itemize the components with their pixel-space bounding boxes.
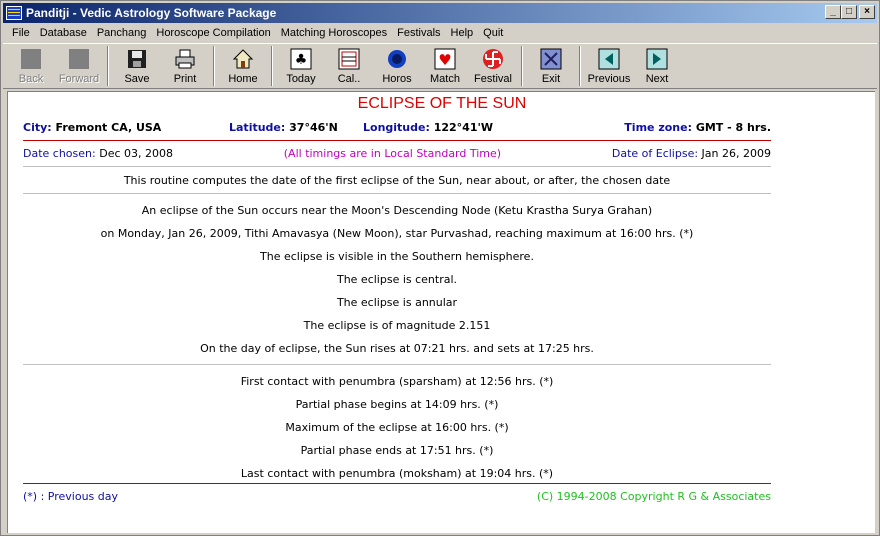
match-label: Match (430, 73, 460, 85)
title-bar[interactable] (3, 3, 877, 23)
festival-button[interactable] (469, 44, 517, 88)
sunrise-sunset-line: On the day of eclipse, the Sun rises at 07:21 hrs. and sets at 17:25 hrs. (200, 342, 594, 355)
horos-button[interactable] (373, 44, 421, 88)
central-line: The eclipse is central. (336, 273, 458, 286)
calendar-button[interactable] (325, 44, 373, 88)
print-label: Print (173, 73, 197, 85)
menu-file[interactable]: File (12, 27, 30, 39)
dates-row (23, 147, 771, 160)
date-chosen-label: Date chosen: (23, 147, 96, 160)
routine-note: This routine computes the date of the first eclipse of the Sun, near about, or after, the chosen date (123, 174, 671, 187)
city-value: Fremont CA, USA (55, 121, 162, 134)
previous-label: Previous (587, 73, 631, 85)
divider (23, 166, 771, 167)
maximum-line: Maximum of the eclipse at 16:00 hrs. (*) (285, 421, 509, 434)
partial-begins-line: Partial phase begins at 14:09 hrs. (*) (295, 398, 499, 411)
menu-help[interactable]: Help (450, 27, 474, 39)
forward-icon (68, 48, 90, 70)
back-icon (20, 48, 42, 70)
menu-panchang[interactable]: Panchang (96, 27, 147, 39)
arrow-left-icon (598, 48, 620, 70)
divider (23, 364, 771, 365)
partial-ends-line: Partial phase ends at 17:51 hrs. (*) (300, 444, 494, 457)
divider (23, 140, 771, 141)
horos-label: Horos (382, 73, 412, 85)
date-eclipse-group (612, 147, 771, 160)
window-title: Panditji - Vedic Astrology Software Package (26, 6, 277, 20)
forward-label: Forward (58, 73, 100, 85)
eclipse-node-line: An eclipse of the Sun occurs near the Moon's Descending Node (Ketu Krastha Surya Grahan) (141, 204, 653, 217)
window-controls (825, 5, 875, 19)
minimize-button[interactable]: _ (825, 5, 841, 19)
back-label: Back (18, 73, 44, 85)
menu-festivals[interactable]: Festivals (397, 27, 441, 39)
arrow-right-icon (646, 48, 668, 70)
horoscope-icon (386, 48, 408, 70)
timing-note: (All timings are in Local Standard Time) (283, 147, 502, 160)
toolbar (3, 43, 877, 89)
magnitude-line: The eclipse is of magnitude 2.151 (303, 319, 491, 332)
maximize-button[interactable]: □ (841, 5, 857, 19)
copyright: (C) 1994-2008 Copyright R G & Associates (536, 490, 771, 503)
visibility-line: The eclipse is visible in the Southern hemisphere. (260, 250, 534, 263)
house-icon (232, 48, 254, 70)
latitude-group (229, 121, 338, 134)
longitude-label: Longitude: (363, 121, 430, 134)
first-contact-line: First contact with penumbra (sparsham) at 12:56 hrs. (*) (240, 375, 554, 388)
report-panel (7, 91, 875, 533)
heart-icon (434, 48, 456, 70)
app-icon (6, 6, 22, 20)
toolbar-separator (271, 46, 273, 86)
save-button[interactable] (113, 44, 161, 88)
close-button[interactable]: × (859, 5, 875, 19)
date-chosen-group (23, 147, 173, 160)
toolbar-separator (579, 46, 581, 86)
menu-bar (3, 24, 877, 42)
toolbar-separator (521, 46, 523, 86)
exit-icon (540, 48, 562, 70)
menu-quit[interactable]: Quit (483, 27, 504, 39)
calendar-label: Cal.. (337, 73, 361, 85)
latitude-value: 37°46'N (289, 121, 338, 134)
menu-matching-horoscopes[interactable]: Matching Horoscopes (280, 27, 388, 39)
save-label: Save (124, 73, 150, 85)
toolbar-separator (213, 46, 215, 86)
toolbar-separator (107, 46, 109, 86)
date-eclipse-value: Jan 26, 2009 (701, 147, 771, 160)
exit-label: Exit (541, 73, 561, 85)
timezone-value: GMT - 8 hrs. (695, 121, 771, 134)
print-button[interactable] (161, 44, 209, 88)
match-button[interactable] (421, 44, 469, 88)
next-button[interactable] (633, 44, 681, 88)
last-contact-line: Last contact with penumbra (moksham) at 19:04 hrs. (*) (240, 467, 554, 480)
longitude-value: 122°41'W (433, 121, 493, 134)
previous-button[interactable] (585, 44, 633, 88)
clubs-icon (290, 48, 312, 70)
next-label: Next (645, 73, 669, 85)
longitude-group (363, 121, 493, 134)
swastika-festival-icon (482, 48, 504, 70)
city-label: City: (23, 121, 52, 134)
floppy-disk-icon (126, 48, 148, 70)
home-button[interactable] (219, 44, 267, 88)
eclipse-date-line: on Monday, Jan 26, 2009, Tithi Amavasya (New Moon), star Purvashad, reaching maximum at 16:00 hrs. (*) (100, 227, 694, 240)
timezone-label: Time zone: (624, 121, 692, 134)
annular-line: The eclipse is annular (336, 296, 458, 309)
today-label: Today (286, 73, 316, 85)
footnote: (*) : Previous day (23, 490, 118, 503)
latitude-label: Latitude: (229, 121, 286, 134)
home-label: Home (228, 73, 258, 85)
printer-icon (174, 48, 196, 70)
menu-database[interactable]: Database (39, 27, 87, 39)
divider (23, 193, 771, 194)
festival-label: Festival (474, 73, 512, 85)
divider (23, 483, 771, 484)
report-title: ECLIPSE OF THE SUN (357, 95, 527, 112)
back-button[interactable] (7, 44, 55, 88)
date-eclipse-label: Date of Eclipse: (611, 147, 699, 160)
timezone-group (624, 121, 771, 134)
menu-horoscope-compilation[interactable]: Horoscope Compilation (156, 27, 271, 39)
today-button[interactable] (277, 44, 325, 88)
date-chosen-value: Dec 03, 2008 (99, 147, 173, 160)
svg-text:♣: ♣ (294, 52, 308, 68)
forward-button[interactable] (55, 44, 103, 88)
exit-button[interactable] (527, 44, 575, 88)
location-row (23, 121, 771, 134)
footer-row (23, 490, 771, 503)
calendar-icon (338, 48, 360, 70)
svg-text:♥: ♥ (438, 51, 452, 69)
